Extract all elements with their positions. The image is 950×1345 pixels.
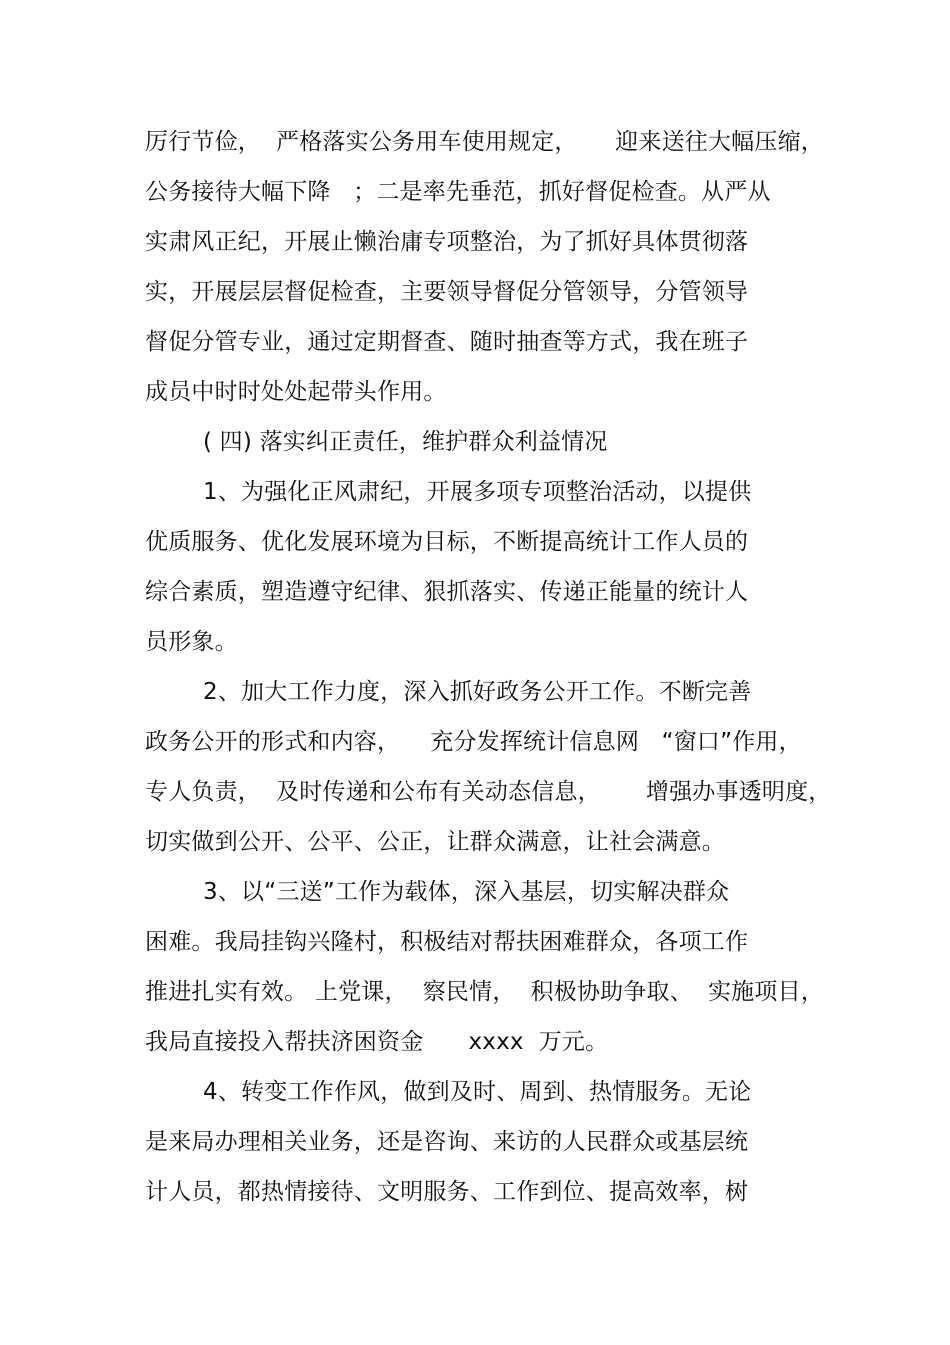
text-line: 员形象。 (145, 629, 238, 655)
text-line: 厉行节俭， 严格落实公务用车使用规定， 迎来送往大幅压缩， (145, 129, 824, 155)
text-line: 我局直接投入帮扶济困资金 xxxx 万元。 (145, 1029, 609, 1055)
text-line: 3、以“三送”工作为载体，深入基层，切实解决群众 (203, 879, 730, 905)
text-line: 实肃风正纪，开展止懒治庸专项整治，为了抓好具体贯彻落 (145, 229, 749, 255)
text-line: 督促分管专业，通过定期督查、随时抽查等方式，我在班子 (145, 329, 749, 355)
text-line: 优质服务、优化发展环境为目标，不断提高统计工作人员的 (145, 529, 749, 555)
text-line: 实，开展层层督促检查，主要领导督促分管领导，分管领导 (145, 279, 749, 305)
text-line: 1、为强化正风肃纪，开展多项专项整治活动，以提供 (203, 479, 752, 505)
text-line: 计人员，都热情接待、文明服务、工作到位、提高效率，树 (145, 1179, 749, 1205)
text-line: 政务公开的形式和内容， 充分发挥统计信息网 “窗口”作用， (145, 729, 802, 755)
text-line: 困难。我局挂钩兴隆村，积极结对帮扶困难群众，各项工作 (145, 929, 749, 955)
text-line: 切实做到公开、公平、公正，让群众满意，让社会满意。 (145, 829, 725, 855)
text-line: 2、加大工作力度，深入抓好政务公开工作。不断完善 (203, 679, 752, 705)
text-line: 公务接待大幅下降 ；二是率先垂范，抓好督促检查。从严从 (145, 179, 771, 205)
text-line: 成员中时时处处起带头作用。 (145, 379, 447, 405)
text-line: 综合素质，塑造遵守纪律、狠抓落实、传递正能量的统计人 (145, 579, 749, 605)
text-line: 推进扎实有效。 上党课， 察民情， 积极协助争取、 实施项目， (145, 979, 824, 1005)
text-line: 专人负责， 及时传递和公布有关动态信息， 增强办事透明度， (145, 779, 832, 805)
section-heading: ( 四) 落实纠正责任，维护群众利益情况 (203, 429, 608, 455)
text-line: 4、转变工作作风，做到及时、周到、热情服务。无论 (203, 1079, 752, 1105)
text-line: 是来局办理相关业务，还是咨询、来访的人民群众或基层统 (145, 1129, 749, 1155)
